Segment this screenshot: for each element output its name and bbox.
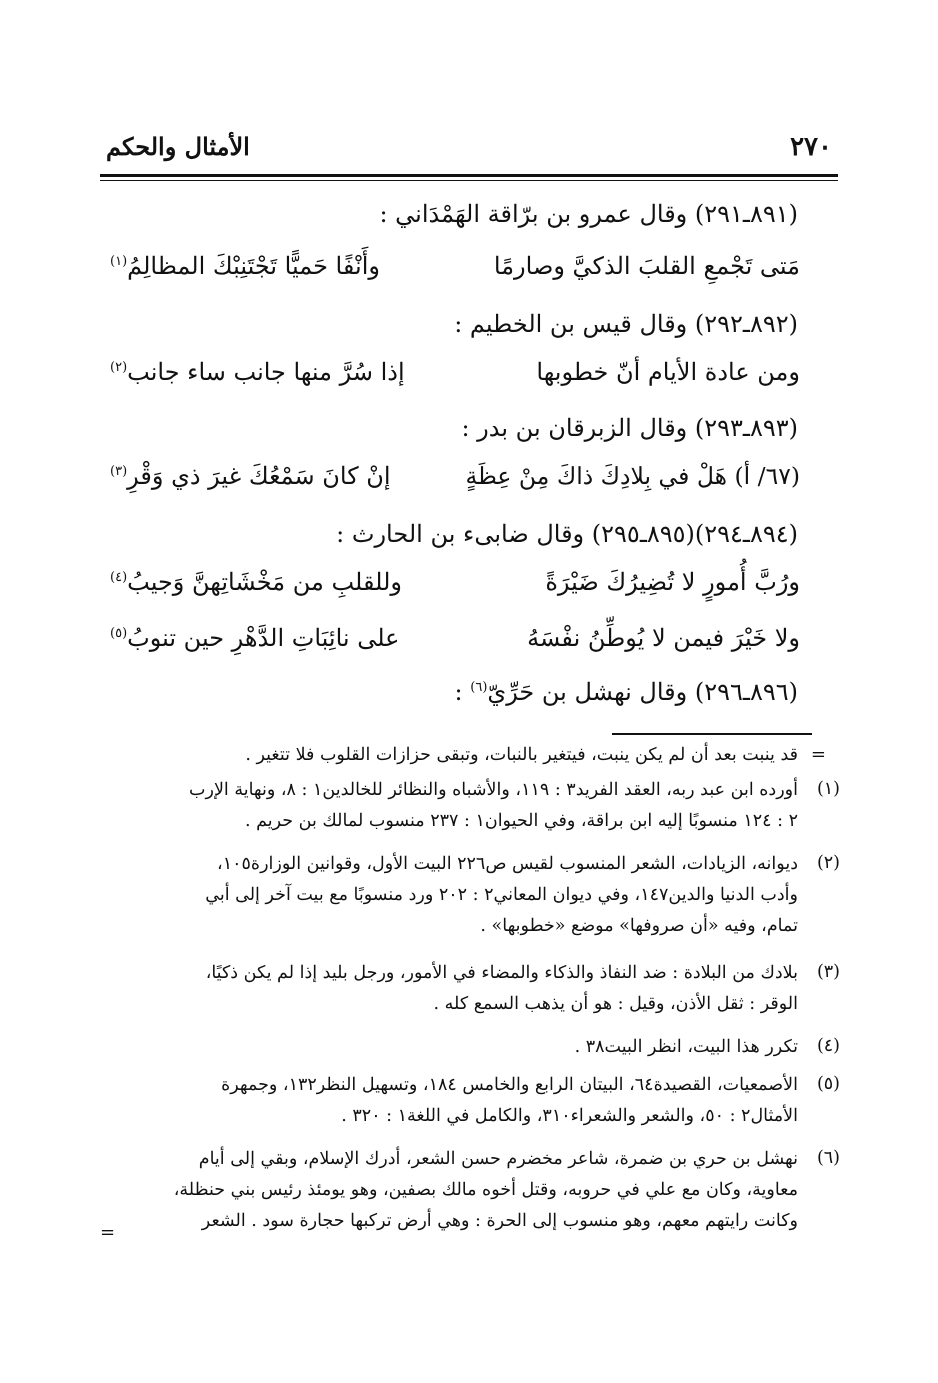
header-rule-thin: [100, 180, 838, 181]
footnote-number: (٣): [816, 962, 840, 982]
verse-first-hemistich: ومن عادة الأيام أنّ خطوبها: [536, 358, 800, 386]
verse-second-text: وللقلبِ من مَخْشَاتِهنَّ وَجيبُ: [127, 568, 402, 596]
footnote-line: وأدب الدنيا والدين١٤٧، وفي ديوان المعاني٢ : ٢٠٢ ورد منسوبًا مع بيت آخر إلى أبي: [205, 885, 798, 905]
footnote-line: الوقر : ثقل الأذن، وقيل : هو أن يذهب السمع كله .: [433, 994, 798, 1014]
footnote-ref[interactable]: (٤): [110, 570, 128, 585]
footnote-line: أورده ابن عبد ربه، العقد الفريد٣ : ١١٩، والأشباه والنظائر للخالدين١ : ٨، ونهاية الإرب: [189, 780, 798, 800]
footnote-line: معاوية، وكان مع علي في حروبه، وقتل أخوه مالك بصفين، وهو يومئذ رئيس بني حنظلة،: [173, 1180, 798, 1200]
verse-second-hemistich: [110, 624, 399, 652]
footnote-line: نهشل بن حري بن ضمرة، شاعر مخضرم حسن الشعر، أدرك الإسلام، وبقي إلى أيام: [198, 1149, 798, 1169]
verse-line: [110, 358, 800, 394]
continuation-mark: =: [810, 744, 826, 765]
verse-line: [110, 624, 800, 660]
footnote-number: (١): [816, 779, 840, 799]
footnote-ref[interactable]: (٥): [110, 626, 128, 641]
verse-second-hemistich: [110, 462, 391, 490]
entry-heading: (٨٩٤ـ٢٩٤)(٨٩٥ـ٢٩٥) وقال ضابىء بن الحارث :: [336, 520, 798, 548]
footnote-ref[interactable]: (٣): [110, 464, 128, 479]
footnote-item: [98, 958, 798, 1020]
verse-second-hemistich: [110, 358, 405, 386]
entry-heading: [455, 678, 798, 706]
verse-second-text: على نائِبَاتِ الدَّهْرِ حين تنوبُ: [127, 624, 400, 652]
verse-second-text: وأَنْفًا حَميًّا تَجْتَنِبْكَ المظالِمُ: [127, 252, 380, 280]
footnote-ref[interactable]: (٦): [470, 680, 488, 695]
footnote-number: (٥): [816, 1074, 840, 1094]
verse-second-text: إذا سُرَّ منها جانب ساء جانب: [127, 358, 405, 386]
verse-first-hemistich: ورُبَّ أُمورٍ لا تُضِيرُكَ ضَيْرَةً: [545, 568, 800, 596]
footnote-line: قد ينبت بعد أن لم يكن ينبت، فيتغير بالنبات، وتبقى حزازات القلوب فلا تتغير .: [245, 745, 798, 765]
entry-heading-colon: :: [454, 678, 471, 706]
verse-line: [110, 252, 800, 288]
verse-first-hemistich: (٦٧/ أ) هَلْ في بِلادِكَ ذاكَ مِنْ عِظَةٍ: [465, 462, 800, 490]
footnote-ref[interactable]: (٢): [110, 360, 128, 375]
footnote-line: الأمثال٢ : ٥٠، والشعر والشعراء٣١٠، والكامل في اللغة١ : ٣٢٠ .: [341, 1106, 798, 1126]
verse-second-hemistich: [110, 252, 380, 280]
footnote-line: ديوانه، الزيادات، الشعر المنسوب لقيس ص٢٢٦ البيت الأول، وقوانين الوزارة١٠٥،: [217, 854, 798, 874]
entry-heading: (٨٩١ـ٢٩١) وقال عمرو بن برّاقة الهَمْدَاني :: [379, 200, 798, 228]
verse-first-hemistich: مَتى تَجْمعِ القلبَ الذكيَّ وصارمًا: [493, 252, 800, 280]
entry-heading: (٨٩٣ـ٢٩٣) وقال الزبرقان بن بدر :: [461, 414, 798, 442]
running-title: الأمثال والحكم: [106, 132, 250, 161]
footnote-line: تمام، وفيه «أن صروفها» موضع «خطوبها» .: [480, 916, 798, 936]
footnote-line: بلادك من البلادة : ضد النفاذ والذكاء والمضاء في الأمور، ورجل بليد إذا لم يكن ذكيًا،: [205, 963, 798, 983]
footnote-ref[interactable]: (١): [110, 254, 128, 269]
footnote-item: [98, 1070, 798, 1132]
footnote-line: وكانت رايتهم معهم، وهو منسوب إلى الحرة : وهي أرض تركبها حجارة سود . الشعر: [201, 1211, 798, 1231]
footnote-continuation: [118, 740, 798, 771]
continuation-mark-end: =: [100, 1222, 116, 1243]
footnote-line: ٢ : ١٢٤ منسوبًا إليه ابن براقة، وفي الحيوان١ : ٢٣٧ منسوب لمالك بن حريم .: [245, 811, 798, 831]
verse-line: [110, 462, 800, 498]
header-rule-thick: [100, 174, 838, 177]
footnote-item: [98, 1144, 798, 1237]
footnote-line: الأصمعيات، القصيدة٦٤، البيتان الرابع والخامس ١٨٤، وتسهيل النظر١٣٢، وجمهرة: [221, 1075, 798, 1095]
footnote-number: (٤): [816, 1036, 840, 1056]
entry-heading-text: (٨٩٦ـ٢٩٦) وقال نهشل بن حَرِّيّ: [487, 678, 798, 706]
page-header: [100, 128, 838, 168]
verse-second-hemistich: [110, 568, 402, 596]
verse-second-text: إنْ كانَ سَمْعُكَ غيرَ ذي وَقْرِ: [127, 462, 391, 490]
footnote-number: (٢): [816, 853, 840, 873]
footnote-item: [98, 1032, 798, 1063]
page-number: ٢٧٠: [790, 132, 832, 162]
entry-heading: (٨٩٢ـ٢٩٢) وقال قيس بن الخطيم :: [454, 310, 798, 338]
footnote-item: [98, 775, 798, 837]
verse-line: [110, 568, 800, 604]
verse-first-hemistich: ولا خَيْرَ فيمن لا يُوطِّنُ نفْسَهُ: [527, 624, 800, 652]
footnote-item: [98, 849, 798, 942]
footnote-number: (٦): [816, 1148, 840, 1168]
footnote-separator: [612, 733, 812, 735]
footnote-line: تكرر هذا البيت، انظر البيت٣٨ .: [574, 1037, 798, 1057]
